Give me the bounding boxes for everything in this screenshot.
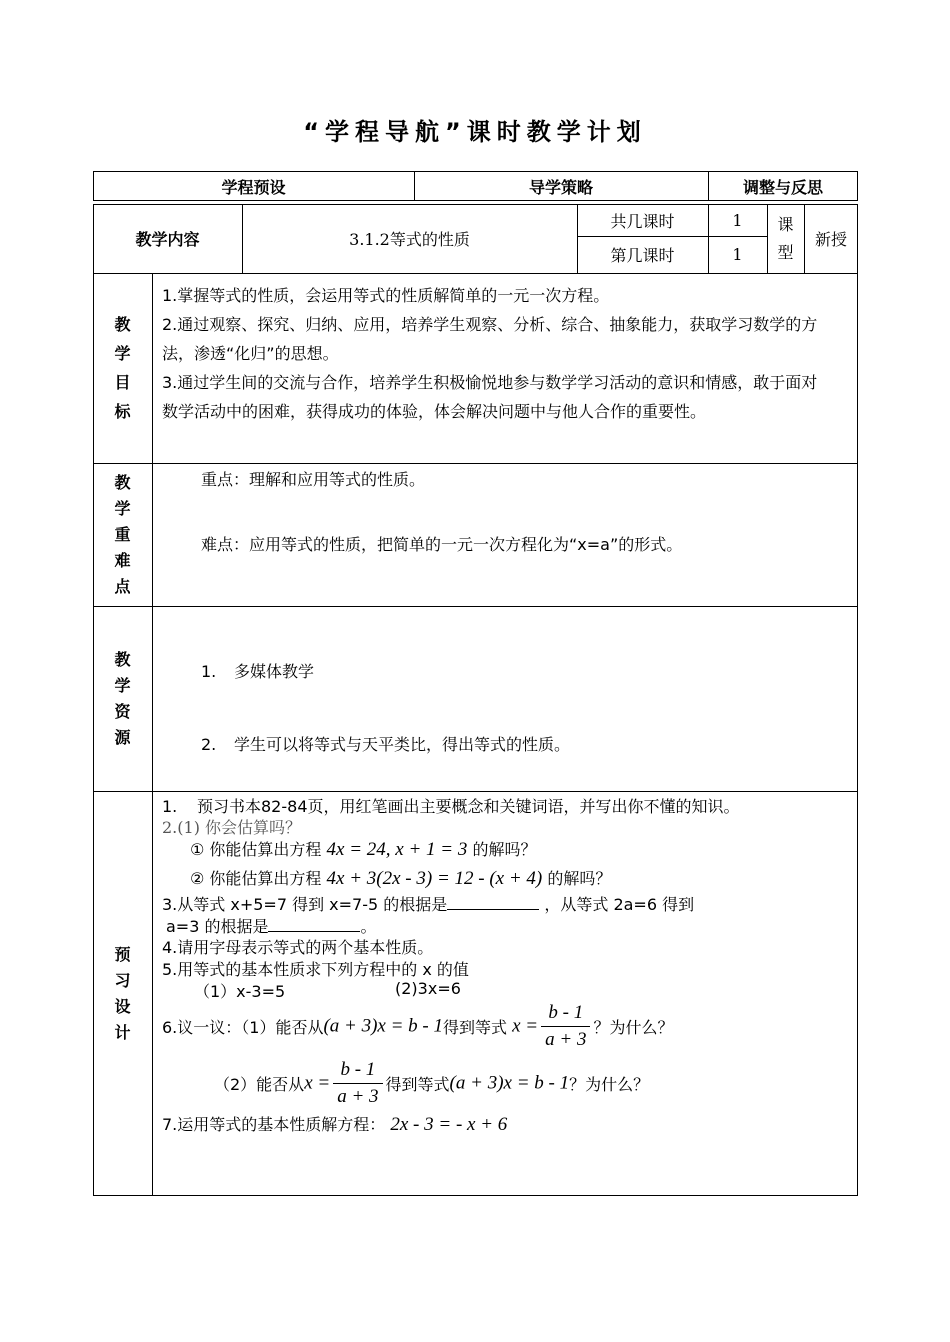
preview-q5: 5.用等式的基本性质求下列方程中的 x 的值 — [162, 960, 469, 979]
nth-period-label: 第几课时 — [610, 246, 675, 265]
q6a-text: 6.议一议：（1）能否从 — [162, 1018, 324, 1037]
lesson-type-value: 新授 — [814, 230, 847, 249]
q3-text-3: a=3 的根据是 — [166, 917, 269, 936]
q2b-equation: 4x + 3(2x - 3) = 12 - (x + 4) — [326, 868, 543, 889]
q6b-text: （2）能否从 — [214, 1075, 305, 1094]
q3-blank-1[interactable] — [447, 895, 539, 910]
q6b-text-2: 得到等式 — [385, 1075, 450, 1094]
total-periods-label: 共几课时 — [610, 211, 675, 231]
q6a-suffix: ？为什么？ — [593, 1018, 674, 1037]
preview-q5b: (2)3x=6 — [395, 979, 461, 998]
fraction-denominator: a + 3 — [545, 1029, 587, 1050]
nth-period-value: 1 — [732, 245, 743, 264]
goal-item: 1.掌握等式的性质，会运用等式的性质解简单的一元一次方程。 — [162, 286, 610, 305]
q6a-equation: (a + 3)x = b - 1 — [323, 1015, 444, 1037]
fraction-denominator: a + 3 — [337, 1086, 379, 1107]
preview-q3 — [162, 892, 694, 915]
q2b-text: ② 你能估算出方程 — [190, 869, 322, 888]
content-label: 教学内容 — [135, 230, 200, 249]
preview-label: 预习设计 — [114, 944, 131, 1042]
header-col-reflection: 调整与反思 — [742, 177, 823, 197]
resource-num: 1. — [201, 662, 217, 681]
q7-equation: 2x - 3 = - x + 6 — [390, 1114, 508, 1135]
resource-num: 2. — [201, 735, 217, 754]
preview-q6b — [214, 1057, 649, 1110]
preview-q2a — [190, 837, 536, 861]
q3-text-2: ，从等式 2a=6 得到 — [544, 895, 695, 914]
q1-num: 1. — [162, 797, 178, 816]
difficulty-text: 难点：应用等式的性质，把简单的一元一次方程化为“x=a”的形式。 — [201, 535, 683, 554]
q1-text: 预习书本82-84页，用红笔画出主要概念和关键词语，并写出你不懂的知识。 — [197, 797, 740, 816]
preview-q2b — [190, 866, 611, 890]
q6b-lhs: x = — [304, 1072, 331, 1094]
q6b-fraction — [333, 1057, 382, 1110]
fraction-numerator: b - 1 — [333, 1057, 382, 1084]
total-periods-value: 1 — [732, 210, 743, 230]
q6a-text-2: 得到等式 — [443, 1018, 508, 1037]
content-value: 3.1.2等式的性质 — [349, 230, 470, 249]
preview-q6a — [162, 1000, 673, 1053]
preview-q1 — [162, 794, 740, 817]
header-col-plan: 学程预设 — [221, 177, 286, 197]
preview-q3-cont — [166, 914, 377, 937]
focus-text: 重点：理解和应用等式的性质。 — [201, 470, 426, 489]
page-title: “学程导航”课时教学计划 — [303, 118, 647, 146]
q6a-fraction — [541, 1000, 590, 1053]
preview-q2: 2.(1) 你会估算吗？ — [162, 818, 302, 837]
q6b-equation: (a + 3)x = b - 1 — [449, 1072, 570, 1094]
header-col-strategy: 导学策略 — [528, 177, 593, 197]
q6a-lhs: x = — [512, 1015, 539, 1037]
lesson-type-label: 课型 — [777, 214, 794, 262]
resource-item — [201, 732, 570, 755]
q2a-text: ① 你能估算出方程 — [190, 840, 322, 859]
preview-q7 — [162, 1112, 507, 1136]
preview-q4: 4.请用字母表示等式的两个基本性质。 — [162, 938, 434, 957]
resources-label: 教学资源 — [114, 649, 131, 747]
q3-blank-2[interactable] — [268, 917, 360, 932]
resource-item — [201, 659, 314, 682]
q3-text: 3.从等式 x+5=7 得到 x=7-5 的根据是 — [162, 895, 448, 914]
goal-item: 2.通过观察、探究、归纳、应用，培养学生观察、分析、综合、抽象能力，获取学习数学的方法，渗透“化归”的思想。 — [162, 315, 818, 363]
goal-item: 3.通过学生间的交流与合作，培养学生积极愉悦地参与数学学习活动的意识和情感，敢于面对数学活动中的困难，获得成功的体验，体会解决问题中与他人合作的重要性。 — [162, 373, 818, 421]
resource-text: 多媒体教学 — [234, 662, 315, 681]
preview-q5a: （1）x-3=5 — [194, 982, 286, 1001]
fraction-numerator: b - 1 — [541, 1000, 590, 1027]
goals-label: 教学目标 — [114, 315, 131, 421]
q2b-suffix: 的解吗？ — [547, 869, 612, 888]
q2a-suffix: 的解吗？ — [472, 840, 537, 859]
q7-text: 7.运用等式的基本性质解方程： — [162, 1115, 386, 1134]
q2a-equation: 4x = 24, x + 1 = 3 — [326, 839, 468, 860]
keypoints-label: 教学重难点 — [114, 472, 131, 596]
q6b-suffix: ？为什么？ — [569, 1075, 650, 1094]
goals-list — [162, 281, 822, 426]
q3-text-4: 。 — [360, 917, 377, 936]
resource-text: 学生可以将等式与天平类比，得出等式的性质。 — [234, 735, 571, 754]
